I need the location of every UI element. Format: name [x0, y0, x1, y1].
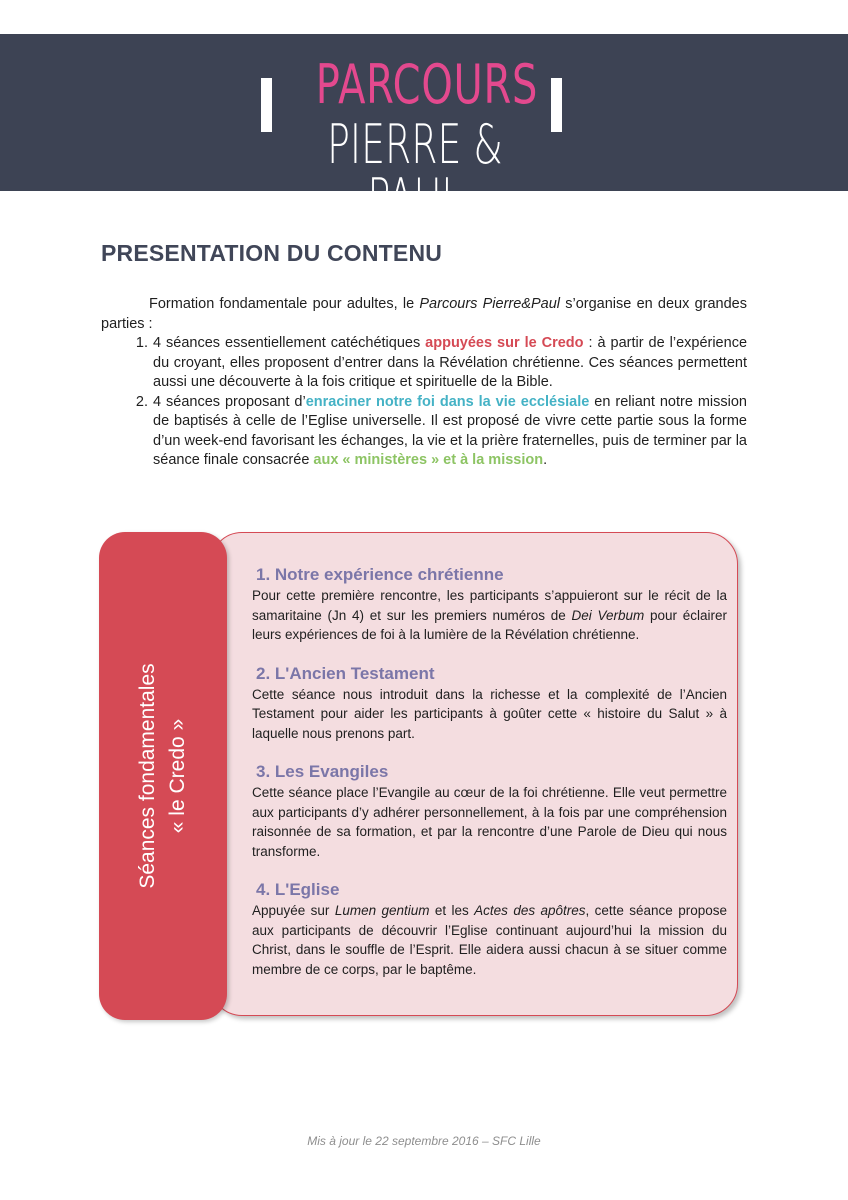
intro-paragraph-italic: Parcours Pierre&Paul — [419, 296, 561, 312]
logo-bar-left — [261, 78, 272, 132]
footer-note: Mis à jour le 22 septembre 2016 – SFC Lille — [307, 1134, 541, 1148]
intro-list — [101, 334, 747, 471]
logo-word-pierre-paul: PIERRE & PAUL — [327, 113, 503, 230]
highlight-vie-ecclesiale: enraciner notre foi dans la vie ecclésiale — [305, 393, 590, 410]
session-text: Cette séance place l’Evangile au cœur de la foi chrétienne. Elle veut permettre aux participants d’y adhérer personnellement, à la fois par une compréhension raisonnée de sa formation, et par la rencontre d’une Parole de Dieu qui nous transforme. — [252, 785, 727, 859]
header-banner — [0, 34, 848, 230]
session-item — [252, 565, 727, 645]
session-item — [252, 762, 727, 861]
parcours-logo — [255, 53, 595, 230]
highlight-ministeres: aux « ministères » et à la mission — [313, 452, 544, 468]
session-text: Cette séance nous introduit dans la richesse et la complexité de l’Ancien Testament pour aider les participants à goûter cette « histoire du Salut » à laquelle nous prenons part. — [252, 686, 727, 741]
sessions-list — [252, 565, 727, 998]
session-item — [252, 664, 727, 744]
sessions-tab — [99, 532, 227, 1020]
sessions-tab-line1: Séances fondamentales — [136, 663, 159, 889]
session-text: Pour cette première rencontre, les participants s’appuieront sur le récit de la samaritaine (Jn 4) et sur les premiers numéros de Dei Verbum pour éclairer leurs expériences de foi à la lumière de la Révélation chrétienne. — [252, 588, 727, 642]
logo-word-parcours: PARCOURS — [315, 53, 539, 116]
intro-list-item-1: 1. 4 séances essentiellement catéchétiques appuyées sur le Credo : à partir de l’expérience du croyant, elles proposent d’entrer dans la Révélation chrétienne. Ces séances permettent aussi une découverte à la fois critique et spirituelle de la Bible. — [152, 334, 747, 393]
sessions-tab-label — [133, 566, 193, 986]
page-title: PRESENTATION DU CONTENU — [101, 240, 443, 266]
session-title: 3. Les Evangiles — [256, 762, 389, 781]
intro-section — [101, 295, 747, 471]
highlight-credo: appuyées sur le Credo — [425, 335, 584, 351]
session-text: Appuyée sur Lumen gentium et les Actes des apôtres, cette séance propose aux participants de découvrir l’Eglise continuant aujourd’hui la mission du Christ, dans le souffle de l’Esprit. Elle aidera aussi chacun à se situer comme membre de ce corps, par le baptême. — [252, 903, 727, 977]
intro-paragraph: Formation fondamentale pour adultes, le Parcours Pierre&Paul s’organise en deux grandes parties : — [101, 296, 747, 332]
session-title: 1. Notre expérience chrétienne — [256, 565, 504, 584]
logo-bar-right — [551, 78, 562, 132]
session-title: 4. L'Eglise — [256, 880, 340, 899]
session-item — [252, 880, 727, 979]
intro-list-item-2: 2. 4 séances proposant d’enraciner notre foi dans la vie ecclésiale en reliant notre mission de baptisés à celle de l’Eglise universelle. Il est proposé de vivre cette partie sous la forme d’un week-end favorisant les échanges, la vie et la prière fraternelles, puis de terminer par la séance finale consacrée aux « ministères » et à la mission. — [152, 393, 747, 471]
session-title: 2. L'Ancien Testament — [256, 663, 435, 683]
sessions-tab-line2: « le Credo » — [166, 718, 189, 834]
